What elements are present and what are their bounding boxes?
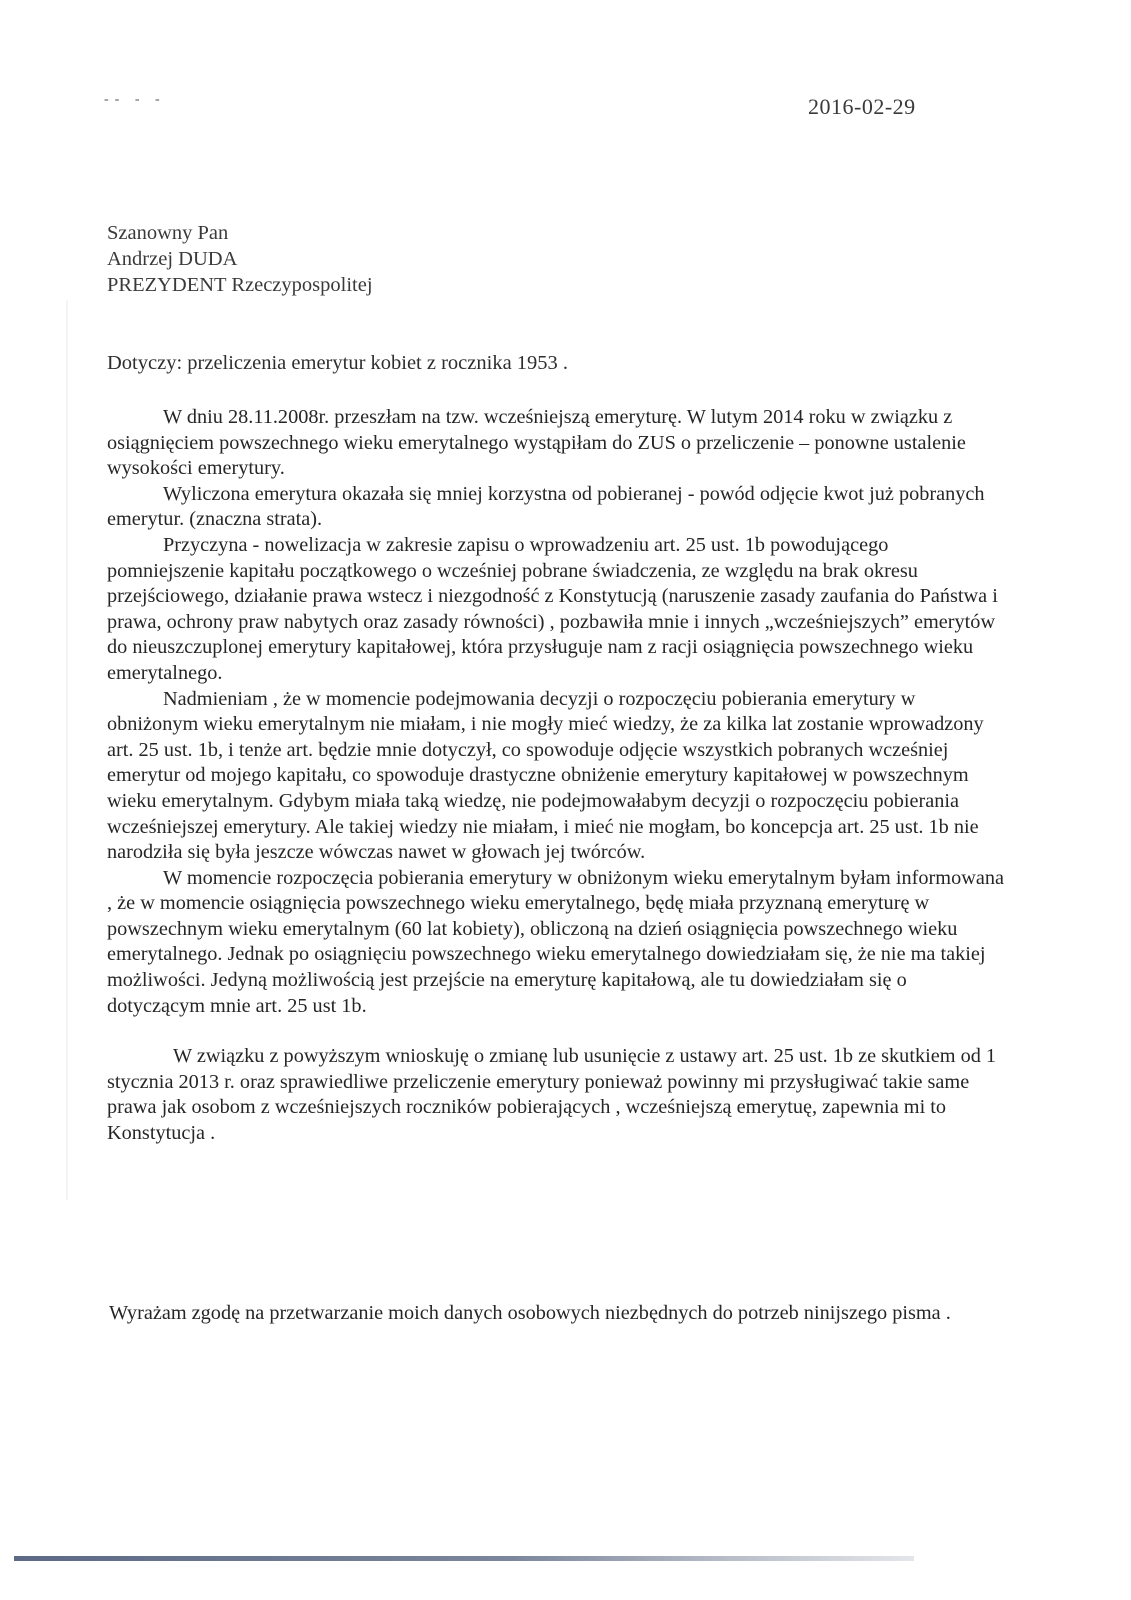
addressee-salutation: Szanowny Pan — [107, 222, 229, 244]
letter-body — [107, 405, 1007, 1147]
letter-subject: Dotyczy: przeliczenia emerytur kobiet z rocznika 1953 . — [107, 352, 569, 374]
consent-statement: Wyrażam zgodę na przetwarzanie moich danych osobowych niezbędnych do potrzeb ninijszego pisma . — [109, 1302, 951, 1324]
addressee-block — [107, 220, 373, 298]
body-paragraph: Nadmieniam , że w momencie podejmowania decyzji o rozpoczęciu pobierania emerytury w obniżonym wieku emerytalnym nie miałam, i nie mogły mieć wiedzy, że za kilka lat zostanie wprowadzony art. 25 ust. 1b, i tenże art. będzie mnie dotyczył, co spowoduje odjęcie wszystkich pobranych wcześniej emerytur od mojego kapitału, co spowoduje drastyczne obniżenie emerytury kapitałowej w powszechnym wieku emerytalnym. Gdybym miała taką wiedzę, nie podejmowałabym decyzji o rozpoczęciu pobierania wcześniejszej emerytury. Ale takiej wiedzy nie miałam, i mieć nie mogłam, bo koncepcja art. 25 ust. 1b nie narodziła się była jeszcze wówczas nawet w głowach jej twórców. — [107, 687, 984, 864]
body-paragraph: Przyczyna - nowelizacja w zakresie zapisu o wprowadzeniu art. 25 ust. 1b powodującego pomniejszenie kapitału początkowego o wcześniej pobrane świadczenia, ze względu na brak okresu przejściowego, działanie prawa wstecz i niezgodność z Konstytucją (naruszenie zasady zaufania do Państwa i prawa, ochrony praw nabytych oraz zasady równości) , pozbawiła mnie i innych „wcześniejszych” emerytów do nieuszczuplonej emerytury kapitałowej, która przysługuje nam z racji osiągnięcia powszechnego wieku emerytalnego. — [107, 533, 998, 684]
scan-marks: -- - - — [104, 92, 166, 107]
scan-shadow — [66, 300, 68, 1200]
letter-date: 2016-02-29 — [808, 94, 916, 119]
body-paragraph: Wyliczona emerytura okazała się mniej korzystna od pobieranej - powód odjęcie kwot już pobranych emerytur. (znaczna strata). — [107, 482, 985, 531]
conclusion-paragraph: W związku z powyższym wnioskuję o zmianę lub usunięcie z ustawy art. 25 ust. 1b ze skutkiem od 1 stycznia 2013 r. oraz sprawiedliwe przeliczenie emerytury ponieważ powinny mi przysługiwać takie same prawa jak osobom z wcześniejszych roczników pobierających , wcześniejszą emerytuę, zapewnia mi to Konstytucja . — [107, 1045, 997, 1145]
body-paragraph: W dniu 28.11.2008r. przeszłam na tzw. wcześniejszą emeryturę. W lutym 2014 roku w związku z osiągnięciem powszechnego wieku emerytalnego wystąpiłam do ZUS o przeliczenie – ponowne ustalenie wysokości emerytury. — [107, 406, 966, 480]
addressee-title: PREZYDENT Rzeczypospolitej — [107, 274, 373, 296]
body-paragraph: W momencie rozpoczęcia pobierania emerytury w obniżonym wieku emerytalnym byłam informowana , że w momencie osiągnięcia powszechnego wieku emerytalnego, będę miała przyznaną emeryturę w powszechnym wieku emerytalnym (60 lat kobiety), obliczoną na dzień osiągnięcia powszechnego wieku emerytalnego. Jednak po osiągnięciu powszechnego wieku emerytalnego dowiedziałam się, że nie ma takiej możliwości. Jedyną możliwością jest przejście na emeryturę kapitałową, ale tu dowiedziałam się o dotyczącym mnie art. 25 ust 1b. — [107, 866, 1004, 1017]
scan-edge-bar — [14, 1556, 914, 1561]
addressee-name: Andrzej DUDA — [107, 248, 238, 270]
